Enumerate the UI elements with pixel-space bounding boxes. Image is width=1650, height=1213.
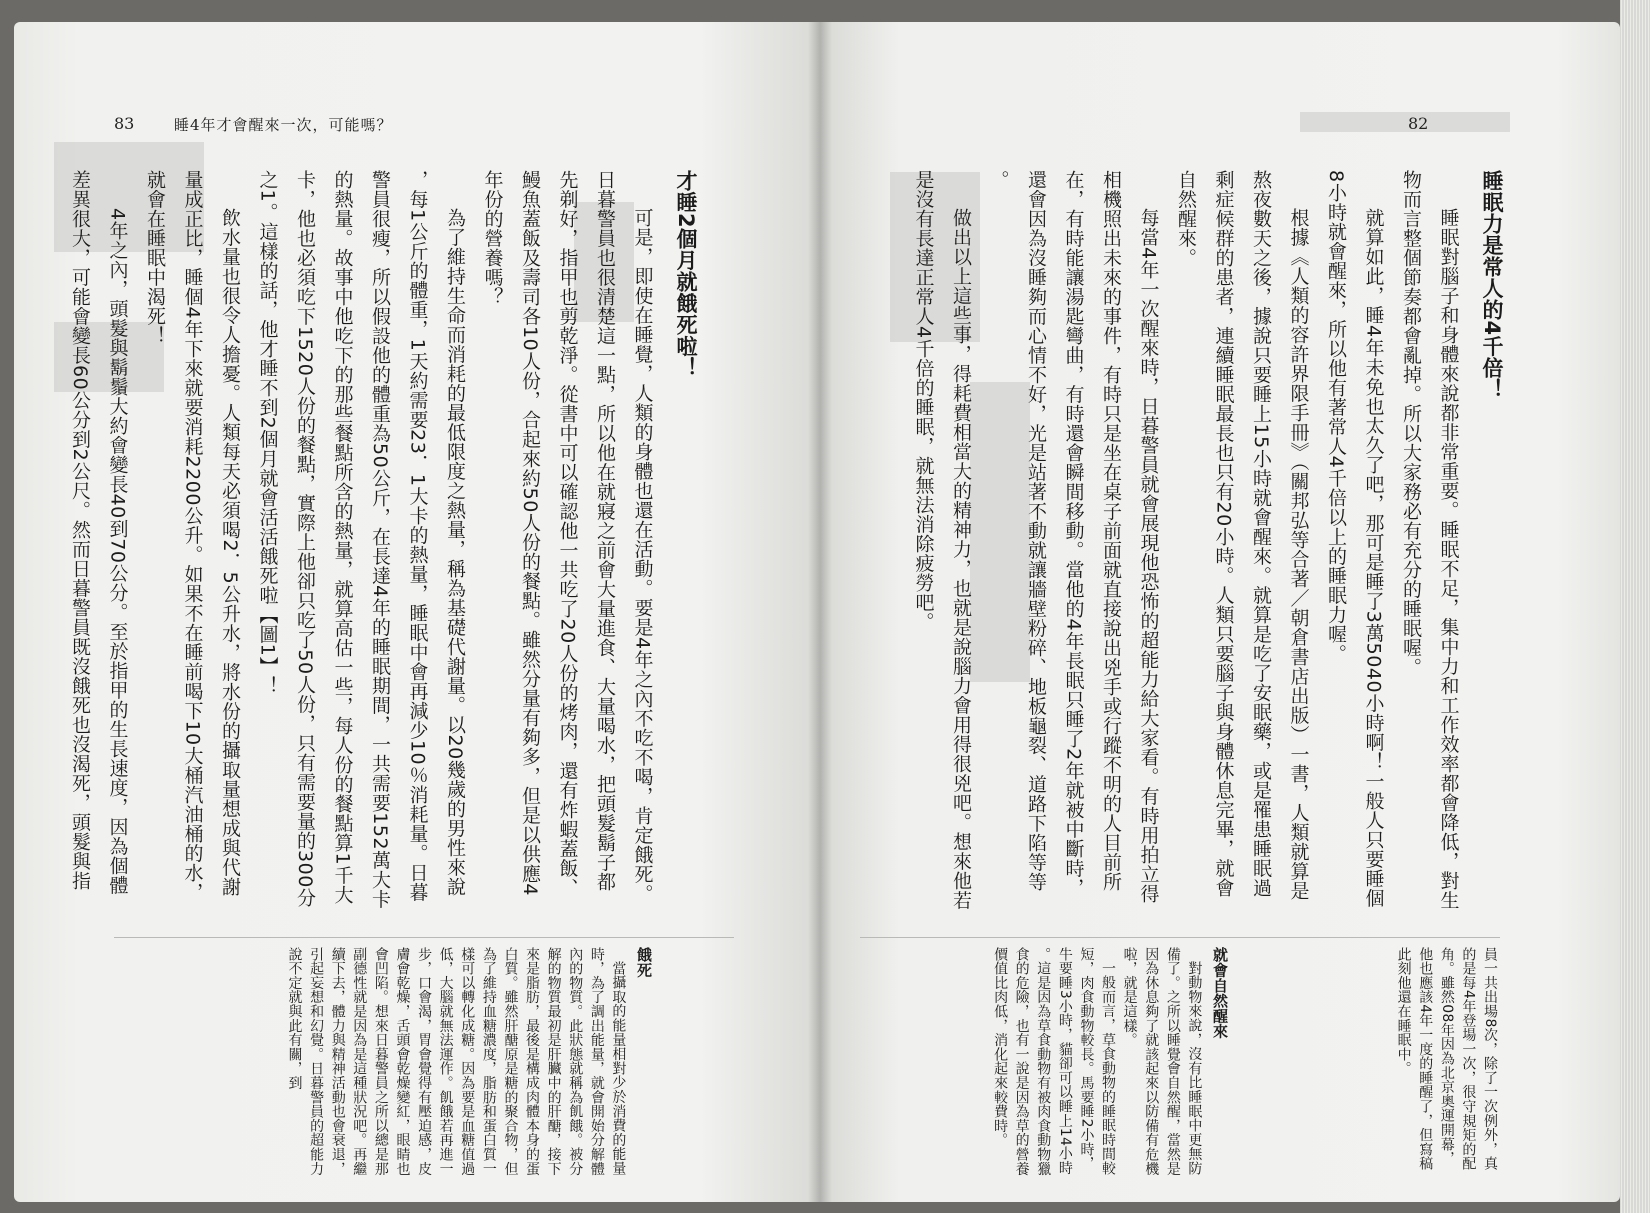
paragraph: 飲水量也很令人擔憂。人類每天必須喝2．5公升水，將水份的攝取量想成與代謝量成正比，睡個4年下來就要消耗2200公升。如果不在睡前喝下10大桶汽油桶的水，就會在睡眠中渴死！ [144,170,241,902]
right-page [820,22,1620,1202]
note-paragraph: 一般而言，草食動物的睡眠時間較短，肉食動物較長。馬要睡2小時，牛要睡3小時，貓卻可以睡上14小時。這是因為草食動物有被肉食動物獵食的危險，也有一說是因為草的營養價值比肉低，消化起來較費時。 [992,947,1117,1176]
paragraph: 每當4年一次醒來時，日暮警員就會展現他恐怖的超能力給大家看。有時用拍立得相機照出未來的事件，有時只是坐在桌子前面就直接說出兇手或行蹤不明的人目前所在，有時能讓湯匙彎曲，有時還會瞬間移動。當他的4年長眠只睡了2年就被中斷時，還會因為沒睡夠而心情不好，光是站著不動就讓牆壁粉碎、地板龜裂、道路下陷等等。 [987,170,1160,904]
paragraph: 做出以上這些事，得耗費相當大的精神力，也就是說腦力會用得很兇吧。想來他若是沒有長達正常人4千倍的睡眠，就無法消除疲勞吧。 [912,170,972,910]
note-heading: 就會自然醒來 [1211,947,1229,1039]
left-page [14,22,820,1202]
note-heading: 餓死 [635,947,653,978]
paragraph: 根據《人類的容許界限手冊》（關邦弘等合著／朝倉書店出版）一書，人類就算是熬夜數天之後，據說只要睡上15小時就會醒來。就算是吃了安眠藥，或是罹患睡眠過剩症候群的患者，連續睡眠最長也只有20小時。人類只要腦子與身體休息完畢，就會自然醒來。 [1175,170,1310,901]
main-text-left [69,170,704,910]
note-paragraph: 員一共出場8次，除了一次例外，真的是每4年登場一次，很守規矩的配角。雖然08年因為北京奧運開幕，他也應該4年一度的睡醒了，但寫稿此刻他還在睡眠中。 [1395,947,1498,1171]
running-head: 睡4年才會醒來一次，可能嗎？ [174,116,393,134]
paragraph: 睡眠對腦子和身體來說都非常重要。睡眠不足，集中力和工作效率都會降低，對生物而言整個節奏都會亂掉。所以大家務必有充分的睡眠喔。 [1400,170,1460,910]
paragraph: 就算如此，睡4年未免也太久了吧，那可是睡了3萬5040小時啊！一般人只要睡個8小時就會醒來，所以他有著常人4千倍以上的睡眠力喔。 [1325,170,1385,908]
page-number-left: 83 [114,114,135,133]
page-edges [1620,0,1650,1213]
section-heading: 才睡2個月就餓死啦！ [674,170,698,379]
section-heading: 睡眠力是常人的4千倍！ [1480,170,1504,401]
sidenote-left [134,947,654,1179]
note-paragraph: 當攝取的能量相對少於消費的能量時，為了調出能量，就會開始分解體內的物質。此狀態就稱為飢餓。被分解的物質最初是肝臟中的肝醣，接下來是脂肪，最後是構成肉體本身的蛋白質。雖然肝醣原是糖的聚合物，但為了維持血糖濃度，脂肪和蛋白質一樣可以轉化成糖。因為要是血糖值過低，大腦就無法運作。飢餓若再進一步，口會渴，胃會覺得有壓迫感，皮膚會乾燥，舌頭會乾燥變紅，眼睛也會凹陷。想來日暮警員之所以總是那副德性就是因為是這種狀況吧。再繼續下去，體力與精神活動也會衰退，引起妄想和幻覺。日暮警員的超能力說不定就與此有關，到 [286,947,627,1176]
paragraph: 4年之內，頭髮與鬍鬚大約會變長40到70公分。至於指甲的生長速度，因為個體差異很大，可能會變長60公分到2公尺。然而日暮警員既沒餓死也沒渴死，頭髮與指 [69,170,129,895]
divider [860,937,1500,938]
page-number-right: 82 [1408,114,1429,133]
paragraph: 為了維持生命而消耗的最低限度之熱量，稱為基礎代謝量。以20幾歲的男性來說，每1公斤的體重，1天約需要23．1大卡的熱量，睡眠中會再減少10％消耗量。日暮警員很瘦，所以假設他的體重為50公斤，在長達4年的睡眠期間，一共需要152萬大卡的熱量。故事中他吃下的那些餐點所含的熱量，就算高估一些，每人份的餐點算1千大卡，他也必須吃下1520人份的餐點，實際上他卻只吃了50人份，只有需要量的300分之1。這樣的話，他才睡不到2個月就會活活餓死啦【圖1】！ [256,170,466,909]
note-paragraph: 對動物來說，沒有比睡眠中更無防備了。之所以睡覺會自然醒，當然是因為休息夠了就該起來以防備有危機啦，就是這樣。 [1121,947,1203,1176]
book-gutter [808,22,832,1202]
sidenote-top-right [1250,947,1500,1179]
paragraph: 可是，即使在睡覺，人類的身體也還在活動。要是4年之內不吃不喝，肯定餓死。日暮警員也很清楚這一點，所以他在就寢之前會大量進食、大量喝水，把頭髮鬍子都先剃好，指甲也剪乾淨。從書中可以確認他一共吃了20人份的烤肉，還有炸蝦蓋飯、鰻魚蓋飯及壽司各10人份，合起來約50人份的餐點。雖然分量有夠多，但是以供應4年份的營養嗎？ [481,170,654,904]
divider [114,937,734,938]
sidenote-right [860,947,1230,1179]
main-text-right [912,170,1510,910]
